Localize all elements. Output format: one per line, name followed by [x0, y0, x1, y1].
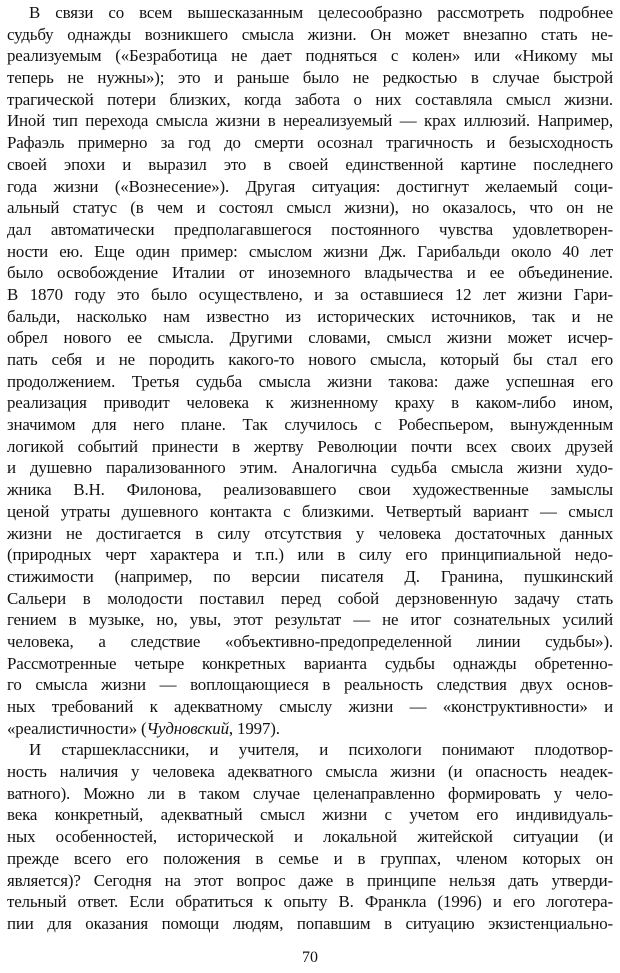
text-line: и душевно парализованного этим. Аналогична судьба смысла жизни худо- — [7, 458, 613, 478]
paragraph-1 — [7, 2, 613, 739]
text-line: бальди, насколько нам известно из исторических источников, так и не — [7, 306, 613, 326]
text-line: жника В.Н. Филонова, реализовавшего свои художественные замыслы — [7, 480, 613, 500]
text-line: В связи со всем вышесказанным целесообразно рассмотреть подробнее — [29, 3, 613, 22]
text-line: дал автоматически предполагавшегося постоянного чувства удовлетворен- — [7, 219, 613, 239]
text-line: значимом для него плане. Так случилось с Робеспьером, вынужденным — [7, 415, 613, 435]
text-line: ных требований к адекватному смыслу жизни — «конструктивности» и — [7, 697, 613, 716]
text-line: гением в музыке, но, увы, этот результат — не итог сознательных усилий — [7, 610, 613, 630]
page-number: 70 — [302, 949, 318, 966]
text-line: Сальери в молодости поставил перед собой дерзновенную задачу стать — [7, 588, 613, 608]
text-line: В 1870 году это было осуществлено, и за оставшиеся 12 лет жизни Гари- — [7, 284, 613, 304]
text-line: пии для оказания помощи людям, попавшим в ситуацию экзистенциально- — [7, 913, 613, 933]
text-line: обрел нового ее смысла. Другими словами, смысл жизни может исчер- — [7, 328, 613, 348]
text-line: трагической потери близких, когда забота о них составляла смысл жизни. — [7, 89, 613, 109]
text-line: ность наличия у человека адекватного смысла жизни (и опасность неадек- — [7, 762, 613, 782]
text-line: Иной тип перехода смысла жизни в нереализуемый — крах иллюзий. Например, — [7, 111, 613, 131]
text-line: (природных черт характера и т.п.) или в силу его принципиальной недо- — [7, 545, 613, 565]
text-line: И старшеклассники, и учителя, и психологи понимают плодотвор- — [29, 740, 613, 760]
text-line: человека, а следствие «объективно-предопределенной линии судьбы»). — [7, 631, 613, 651]
text-line: своей эпохи и выразил это в своей единственной картине последнего — [7, 154, 613, 174]
body-text — [7, 2, 613, 935]
citation-author: Чудновский — [146, 718, 229, 738]
text-line: реализуемым («Безработица не дает подняться с колен» или «Никому мы — [7, 46, 613, 66]
text-line: теперь не нужны»); это и раньше было не редкостью в случае быстрой — [7, 68, 613, 88]
text-line: ности ею. Еще один пример: смыслом жизни Дж. Гарибальди около 40 лет — [7, 241, 613, 261]
text-line: альный статус (в чем и состоял смысл жизни), но оказалось, что он не — [7, 198, 613, 218]
text-line: стижимости (например, по версии писателя Д. Гранина, пушкинский — [7, 566, 613, 586]
text-line: года жизни («Вознесение»). Другая ситуация: достигнут желаемый соци- — [7, 176, 613, 196]
text-line: жизни не достигается в силу отсутствия у человека достаточных данных — [7, 523, 613, 543]
text-line: го смысла жизни — воплощающиеся в реальность следствия двух основ- — [7, 675, 613, 695]
text-fragment: «реалистичности» ( — [7, 718, 147, 738]
text-line: века конкретный, адекватный смысл жизни с учетом его индивидуаль- — [7, 805, 613, 825]
text-line: Рассмотренные четыре конкретных варианта судьбы однажды обретенно- — [7, 653, 613, 673]
text-line: тельный ответ. Если обратиться к опыту В. Франкла (1996) и его логотера- — [7, 892, 613, 912]
text-line: реализация приводит человека к жизненному краху в каком-либо ином, — [7, 393, 613, 413]
text-line: ватного). Можно ли в таком случае целенаправленно формировать у чело- — [7, 783, 613, 803]
text-line-with-citation — [7, 718, 613, 740]
text-line: было освобождение Италии от иноземного владычества и ее объединение. — [7, 263, 613, 283]
text-line: прежде всего его положения в семье и в группах, членом которых он — [7, 848, 613, 868]
text-line: ценой утраты душевного контакта с близкими. Четвертый вариант — смысл — [7, 501, 613, 521]
text-line: пать себя и не породить какого-то нового смысла, который бы стал его — [7, 350, 613, 369]
text-line: продолжением. Третья судьба смысла жизни такова: даже успешная его — [7, 371, 613, 391]
text-line: является)? Сегодня на этот вопрос даже в принципе нельзя дать утверди- — [7, 870, 613, 890]
text-line: судьбу однажды возникшего смысла жизни. Он может внезапно стать не- — [7, 24, 613, 44]
citation-year: , 1997). — [228, 718, 280, 738]
text-line: ных особенностей, исторической и локальной житейской ситуации (и — [7, 827, 613, 847]
paragraph-2 — [7, 739, 613, 934]
text-line: логикой событий принести в жертву Революции почти всех своих друзей — [7, 436, 613, 456]
text-line: Рафаэль примерно за год до смерти осознал трагичность и безысходность — [7, 133, 613, 153]
